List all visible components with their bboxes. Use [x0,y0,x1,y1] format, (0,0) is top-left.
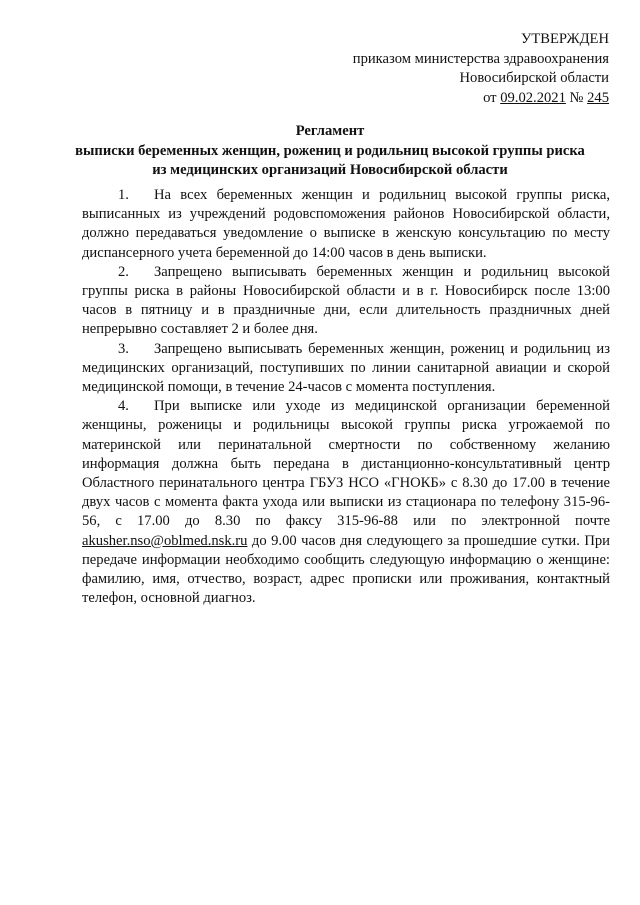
paragraph-number: 1. [118,187,129,203]
approval-block [289,30,609,108]
paragraph-4 [82,397,610,608]
paragraph-number: 3. [118,340,129,357]
approval-number-sign: № [565,89,588,106]
approval-date-line [289,89,609,109]
paragraph-number: 2. [118,263,129,280]
paragraph-text: Запрещено выписывать беременных женщин, рожениц и родильниц из медицинских организаций, поступивших по линии санитарной авиации и скорой медицинской помощи, в течение 24-часов с момента поступления. [82,340,610,396]
document-title [40,122,620,181]
approval-region: Новосибирской области [459,70,609,86]
document-body [82,186,610,608]
title-line-3: из медицинских организаций Новосибирской области [152,162,508,178]
paragraph-text: Запрещено выписывать беременных женщин и родильниц высокой группы риска в районы Новосибирской области и в г. Новосибирск после 13:00 часов в пятницу и в праздничные дни, если длительность праздничных дней непрерывно составляет 2 и более дня. [82,263,610,338]
approval-date-prefix: от [483,89,501,106]
title-line-2: выписки беременных женщин, рожениц и родильниц высокой группы риска [75,142,585,159]
paragraph-1 [82,186,610,263]
paragraph-text: На всех беременных женщин и родильниц высокой группы риска, выписанных из учреждений родовспоможения районов Новосибирской области, должно передаваться уведомление о выписке в женскую консультацию по месту диспансерного учета беременной до 14:00 часов в день выписки. [82,187,610,261]
approval-heading: УТВЕРЖДЕН [521,31,609,47]
paragraph-number: 4. [118,398,129,415]
approval-date: 09.02.2021 [500,89,566,106]
email-link[interactable]: akusher.nso@oblmed.nsk.ru [82,532,248,549]
paragraph-text-end: до 9.00 часов дня следующего за прошедшие сутки. При передаче информации необходимо сообщить следующую информацию о женщине: фамилию, имя, отчество, возраст, адрес прописки или проживания, контактный телефон, основной диагноз. [82,532,610,607]
approval-order: приказом министерства здравоохранения [352,50,609,67]
paragraph-2 [82,263,610,340]
paragraph-text: При выписке или уходе из медицинской организации беременной женщины, роженицы и родильницы высокой группы риска угрожаемой по материнской или перинатальной смертности по собственному желанию информация должна быть передана в дистанционно-консультативный центр Областного перинатального центра ГБУЗ НСО «ГНОКБ» с 8.30 до 17.00 в течение двух часов с момента факта ухода или выписки из стационара по телефону 315-96-56, с 17.00 до 8.30 по факсу 315-96-88 или по электронной почте [82,398,610,530]
approval-number: 245 [587,89,609,106]
title-line-1: Регламент [295,123,365,139]
paragraph-3 [82,340,610,398]
